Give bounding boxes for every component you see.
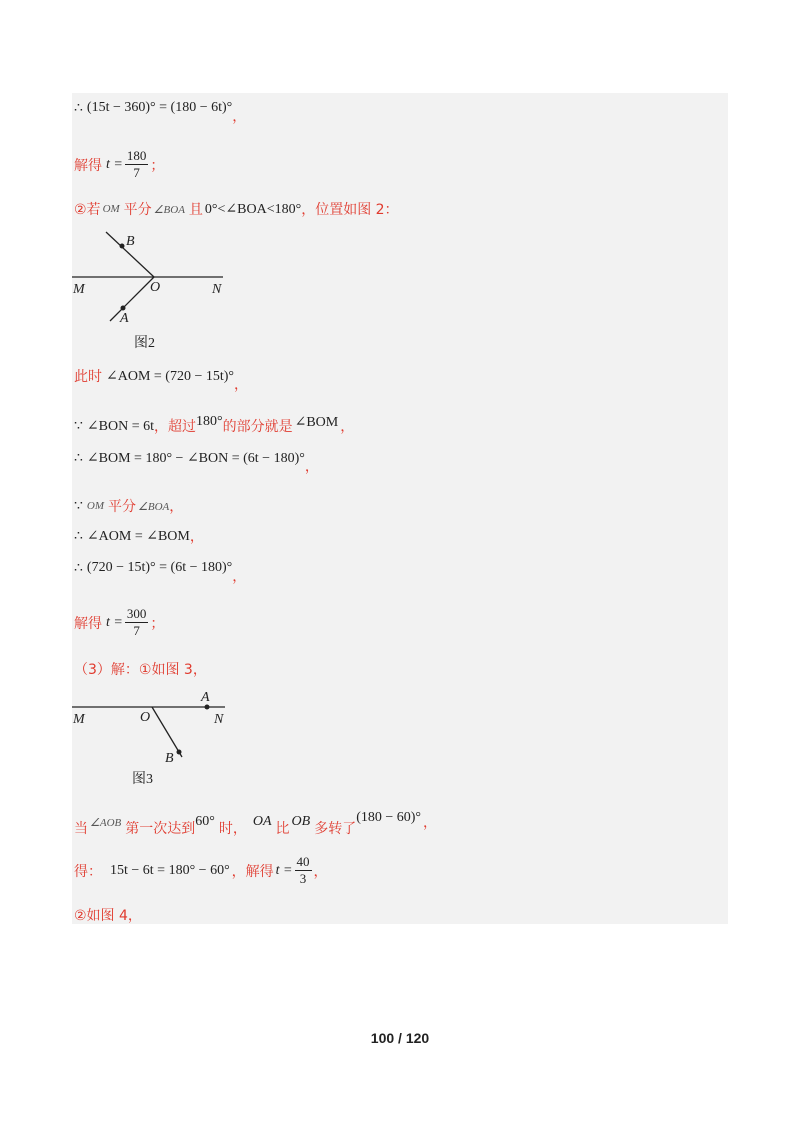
numerator: 40	[296, 854, 310, 869]
line-14	[74, 905, 142, 925]
than-text: 比	[275, 821, 290, 837]
because-symbol: ∵	[74, 498, 83, 514]
equation: (15t − 360)° = (180 − 6t)°	[86, 100, 233, 115]
label-n: N	[212, 282, 222, 297]
position-text: ，位置如图 2：	[301, 202, 399, 218]
and-text: 且	[188, 202, 203, 218]
denominator: 3	[299, 871, 307, 886]
label-m: M	[73, 712, 85, 727]
fraction	[295, 854, 312, 887]
ray-ob-symbol: OB	[291, 814, 311, 829]
part-3-heading: （3）解：①如图 3，	[74, 662, 207, 678]
solve-text: ，解得	[231, 863, 274, 880]
exceeds-text: ，超过	[154, 419, 196, 435]
equation: (720 − 15t)° = (6t − 180)°	[86, 560, 233, 575]
equation: 15t − 6t = 180° − 60°	[110, 862, 230, 878]
angle-boa: ∠BOA	[153, 203, 185, 216]
figure-caption: 图3	[132, 772, 153, 786]
therefore-symbol: ∴	[74, 100, 83, 116]
label-o: O	[150, 280, 161, 295]
label-m: M	[73, 282, 85, 297]
denominator: 7	[133, 623, 140, 638]
bisect-text: 平分	[108, 499, 137, 515]
ray-oa	[110, 277, 154, 321]
punctuation: ，	[189, 529, 204, 545]
line-12	[74, 810, 438, 837]
punctuation: ，	[169, 499, 184, 515]
om-symbol: OM	[86, 500, 105, 512]
fraction	[125, 148, 149, 181]
case-label: ②若	[74, 202, 101, 218]
page-number: 100 / 120	[370, 1030, 430, 1046]
ray-oa-symbol: OA	[252, 814, 272, 829]
therefore-symbol: ∴	[74, 450, 83, 466]
figure-2	[70, 225, 230, 355]
label-a: A	[120, 311, 129, 326]
figure-4-text: ②如图 4，	[74, 908, 142, 924]
line-5	[74, 416, 354, 436]
point-b	[120, 244, 125, 249]
ray-ob	[152, 707, 182, 757]
punctuation: ，	[304, 459, 319, 475]
angle-boa: ∠BOA	[138, 500, 170, 513]
numerator: 180	[126, 148, 147, 163]
t-equals: t =	[106, 156, 123, 172]
line-10	[74, 606, 164, 639]
label-b: B	[165, 751, 174, 766]
condition: 0°<∠BOA<180°	[204, 201, 302, 217]
punctuation: ，	[313, 863, 328, 880]
t-equals: t =	[275, 862, 293, 878]
degree-value: 60°	[195, 814, 215, 829]
equation: ∠BOM = 180° − ∠BON = (6t − 180)°	[86, 450, 305, 466]
line-1	[74, 98, 247, 125]
because-symbol: ∵	[74, 418, 83, 434]
label-o: O	[140, 710, 151, 725]
solve-text: 解得	[74, 615, 102, 632]
figure-3	[70, 686, 230, 786]
line-2	[74, 148, 164, 181]
punctuation: ，	[423, 815, 438, 831]
line-13	[74, 854, 328, 887]
first-time-text: 第一次达到	[125, 821, 196, 837]
at-this-time-text: 此时	[74, 369, 102, 385]
punctuation: ，	[232, 569, 247, 585]
punctuation: ，	[340, 419, 355, 435]
point-a	[205, 705, 210, 710]
label-b: B	[126, 234, 135, 249]
point-a	[121, 306, 126, 311]
equation: ∠AOM = (720 − 15t)°	[106, 368, 235, 384]
degree-value: 180°	[196, 414, 223, 429]
label-n: N	[214, 712, 224, 727]
fraction	[125, 606, 149, 639]
denominator: 7	[133, 165, 140, 180]
equation: ∠BON = 6t	[86, 418, 154, 434]
bisect-text: 平分	[123, 202, 152, 218]
part-text: 的部分就是	[222, 419, 293, 435]
om-symbol: OM	[102, 203, 120, 215]
point-b	[177, 750, 182, 755]
time-text: 时，	[218, 821, 247, 837]
punctuation: ；	[150, 157, 165, 174]
line-4	[74, 366, 249, 393]
punctuation: ，	[232, 109, 247, 125]
when-text: 当	[74, 821, 88, 837]
equation: ∠AOM = ∠BOM	[86, 528, 190, 544]
line-6	[74, 448, 319, 475]
line-3	[74, 199, 399, 219]
rotated-more-text: 多转了	[314, 821, 357, 837]
angle-aob: ∠AOB	[90, 816, 122, 829]
difference-value: (180 − 60)°	[356, 810, 422, 825]
label-a: A	[201, 690, 210, 705]
solve-text: 解得	[74, 157, 102, 174]
line-7	[74, 496, 183, 516]
therefore-symbol: ∴	[74, 528, 83, 544]
punctuation: ，	[234, 377, 249, 393]
numerator: 300	[126, 606, 147, 621]
therefore-symbol: ∴	[74, 560, 83, 576]
get-text: 得：	[74, 863, 102, 880]
angle-bom: ∠BOM	[294, 414, 339, 430]
figure-caption: 图2	[134, 336, 155, 351]
line-9	[74, 558, 247, 585]
punctuation: ；	[150, 615, 165, 632]
line-8	[74, 526, 204, 546]
t-equals: t =	[106, 614, 123, 630]
line-11	[74, 659, 207, 679]
